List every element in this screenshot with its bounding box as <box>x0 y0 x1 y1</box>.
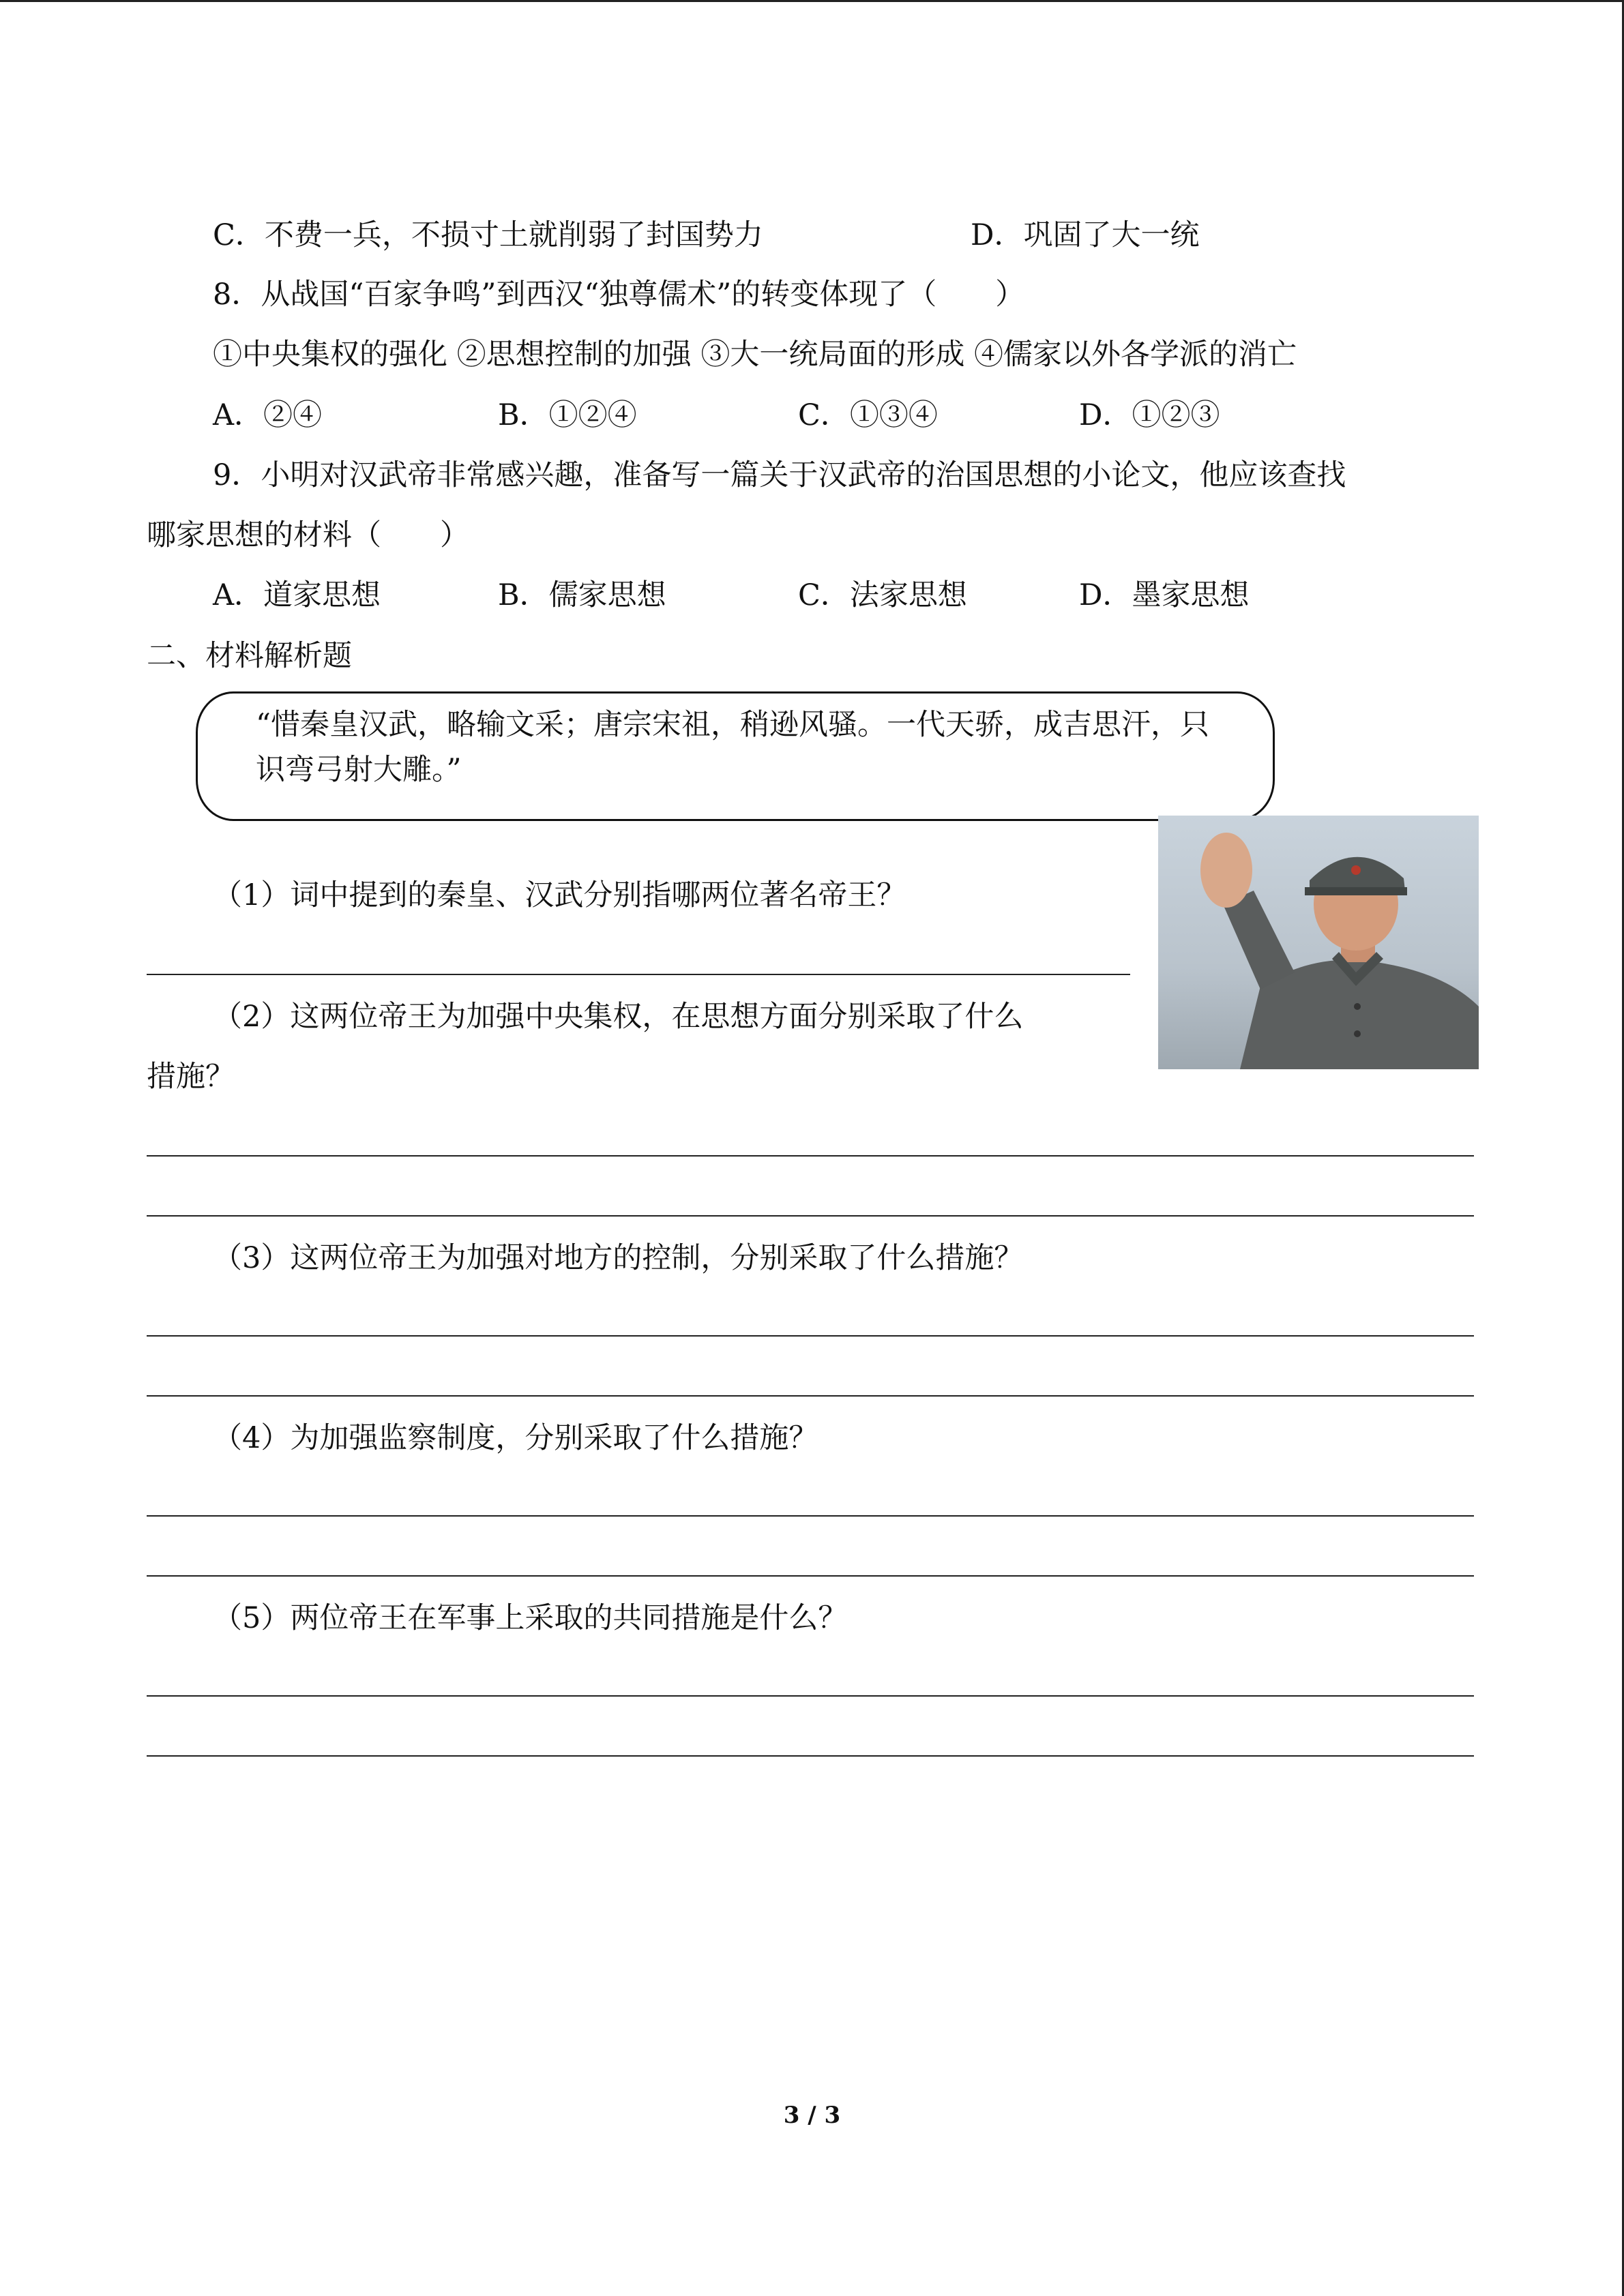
q8-option-d: D．①②③ <box>1079 398 1220 432</box>
page-border <box>0 0 1624 2</box>
page-number: 3 / 3 <box>783 2102 841 2129</box>
q9-option-a: A．道家思想 <box>213 578 381 612</box>
answer-line <box>147 1215 1474 1217</box>
q8-option-c: C．①③④ <box>798 398 938 432</box>
question-4: （4）为加强监察制度，分别采取了什么措施？ <box>213 1421 818 1455</box>
question-2-cont: 措施？ <box>147 1060 235 1094</box>
answer-line <box>147 1515 1474 1517</box>
section-title: 二、材料解析题 <box>147 639 352 673</box>
q8-items: ①中央集权的强化 ②思想控制的加强 ③大一统局面的形成 ④儒家以外各学派的消亡 <box>213 338 1297 372</box>
q8-option-a: A．②④ <box>213 398 323 432</box>
q9-option-d: D．墨家思想 <box>1079 578 1250 612</box>
q7-option-d: D．巩固了大一统 <box>971 218 1200 252</box>
q9-stem-cont: 哪家思想的材料（ ） <box>147 518 469 552</box>
q9-option-c: C．法家思想 <box>798 578 967 612</box>
q8-option-b: B．①②④ <box>498 398 637 432</box>
answer-line <box>147 1755 1474 1757</box>
q7-option-c: C．不费一兵，不损寸土就削弱了封国势力 <box>213 218 763 252</box>
answer-line <box>147 1395 1474 1397</box>
question-1: （1）词中提到的秦皇、汉武分别指哪两位著名帝王？ <box>213 878 906 912</box>
answer-line <box>147 1335 1474 1337</box>
answer-line <box>147 1155 1474 1157</box>
question-5: （5）两位帝王在军事上采取的共同措施是什么？ <box>213 1601 848 1635</box>
poem-quote: “惜秦皇汉武，略输文采；唐宗宋祖，稍逊风骚。一代天骄，成吉思汗，只识弯弓射大雕。” <box>256 708 1209 787</box>
q9-stem: 9．小明对汉武帝非常感兴趣，准备写一篇关于汉武帝的治国思想的小论文，他应该查找 <box>213 458 1346 492</box>
answer-line <box>147 1695 1474 1697</box>
answer-line <box>147 1575 1474 1577</box>
answer-line <box>147 974 1130 975</box>
q9-option-b: B．儒家思想 <box>498 578 666 612</box>
portrait-photo <box>1158 816 1479 1069</box>
question-2: （2）这两位帝王为加强中央集权，在思想方面分别采取了什么 <box>213 1000 1024 1034</box>
question-3: （3）这两位帝王为加强对地方的控制，分别采取了什么措施？ <box>213 1241 1024 1275</box>
q8-stem: 8．从战国“百家争鸣”到西汉“独尊儒术”的转变体现了（ ） <box>213 278 1025 312</box>
